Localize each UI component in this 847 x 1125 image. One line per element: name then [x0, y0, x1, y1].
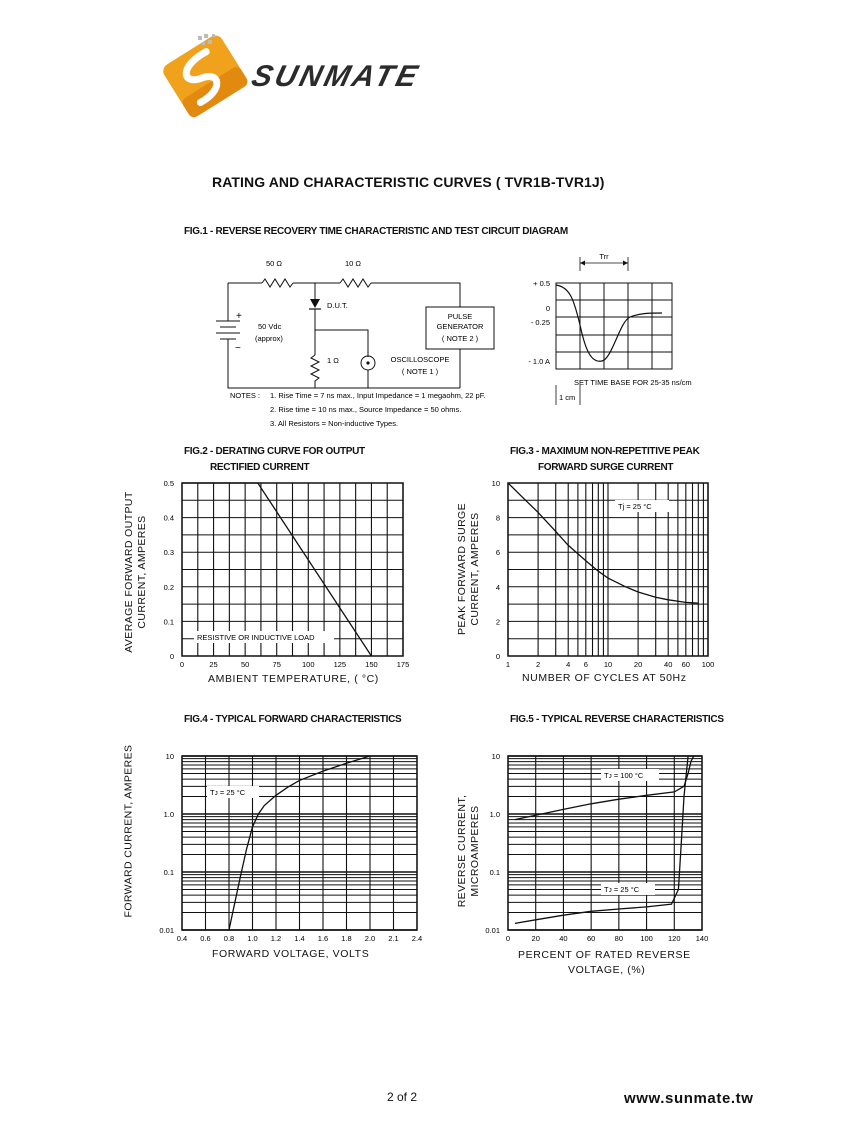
fig4-ytick-label-2: 1.0	[163, 810, 174, 819]
fig5-ylabel-1: REVERSE CURRENT,	[456, 794, 468, 908]
fig4-xtick-label-9: 2.1	[388, 934, 399, 943]
fig3-xtick-label-1: 2	[536, 660, 541, 669]
fig5-ytick-label-1: 0.1	[489, 868, 500, 877]
fig5-chart	[476, 748, 726, 948]
fig3-xtick-label-7: 60	[681, 660, 690, 669]
note-2: 2. Rise time = 10 ns max., Source Impedance = 50 ohms.	[270, 405, 462, 414]
sunmate-logo	[160, 30, 430, 120]
fig5-xlabel-2: VOLTAGE, (%)	[568, 964, 646, 976]
fig5-xtick-label-4: 80	[614, 934, 624, 943]
fig2-xtick-label-5: 125	[333, 660, 347, 669]
wire-top-right	[371, 283, 460, 307]
fig3-xtick-label-5: 20	[633, 660, 643, 669]
fig5-ylabel-2: MICROAMPERES	[469, 805, 481, 897]
fig4-ytick-label-3: 10	[165, 752, 174, 761]
fig5-annotation-1: Tᴊ = 25 °C	[604, 885, 640, 894]
label-osc-2: ( NOTE 1 )	[401, 367, 439, 376]
label-minus: −	[235, 343, 241, 354]
label-r2: 10 Ω	[345, 259, 362, 268]
fig2-ylabel	[123, 477, 149, 667]
note-3: 3. All Resistors = Non-inductive Types.	[270, 419, 399, 428]
wave-tick-4: - 1.0 A	[528, 357, 550, 366]
fig2-xtick-label-2: 50	[240, 660, 250, 669]
label-source-1: 50 Vdc	[258, 322, 282, 331]
fig5-ytick-label-3: 10	[491, 752, 500, 761]
fig2-ytick-label-4: 0.4	[163, 513, 174, 523]
wave-tick-2: 0	[545, 304, 550, 313]
fig4-xtick-label-0: 0.4	[176, 934, 188, 943]
fig2-annotation-0: RESISTIVE OR INDUCTIVE LOAD	[197, 633, 315, 642]
fig2-title-1: FIG.2 - DERATING CURVE FOR OUTPUT	[184, 446, 365, 457]
fig4-annotation-0: Tᴊ = 25 °C	[210, 788, 246, 797]
fig2-chart	[150, 474, 430, 670]
fig3-ytick-label-0: 0	[495, 652, 500, 661]
fig3-ylabel	[456, 484, 482, 654]
page-title: RATING AND CHARACTERISTIC CURVES ( TVR1B-TVR1J)	[212, 174, 605, 190]
fig3-xtick-label-4: 10	[603, 660, 613, 669]
fig3-ytick-label-4: 8	[495, 513, 500, 523]
fig2-ytick-label-2: 0.2	[163, 582, 174, 592]
fig4-ytick-label-0: 0.01	[159, 926, 174, 935]
fig4-xtick-label-10: 2.4	[411, 934, 423, 943]
label-pulse-1: PULSE	[447, 312, 473, 321]
fig5-frame	[508, 756, 702, 930]
label-dut: D.U.T.	[327, 301, 348, 310]
fig4-xlabel: FORWARD VOLTAGE, VOLTS	[212, 948, 370, 960]
fig3-xtick-label-3: 6	[583, 660, 588, 669]
fig4-xtick-label-2: 0.8	[223, 934, 235, 943]
fig5-xtick-label-3: 60	[586, 934, 596, 943]
wave-tick-1: + 0.5	[533, 279, 550, 288]
fig3-ytick-label-2: 4	[495, 582, 500, 592]
fig4-xtick-label-6: 1.6	[317, 934, 329, 943]
label-plus: +	[236, 311, 242, 322]
waveform-grid	[556, 283, 672, 369]
fig2-ytick-label-0: 0	[169, 652, 174, 661]
fig1-diagram	[200, 245, 740, 435]
notes-label: NOTES :	[230, 391, 261, 400]
fig4-xtick-label-5: 1.4	[294, 934, 305, 943]
diode-dut-icon	[310, 299, 320, 308]
fig5-xtick-label-7: 140	[695, 934, 709, 943]
fig1-title: FIG.1 - REVERSE RECOVERY TIME CHARACTERISTIC AND TEST CIRCUIT DIAGRAM	[184, 226, 568, 237]
fig3-ytick-label-5: 10	[491, 479, 500, 488]
fig4-title: FIG.4 - TYPICAL FORWARD CHARACTERISTICS	[184, 714, 402, 725]
fig3-title-1: FIG.3 - MAXIMUM NON-REPETITIVE PEAK	[510, 446, 700, 457]
fig3-xtick-label-2: 4	[566, 660, 571, 669]
fig5-ytick-label-0: 0.01	[485, 926, 500, 935]
fig5-xtick-label-2: 40	[559, 934, 568, 943]
note-1: 1. Rise Time = 7 ns max., Input Impedance = 1 megaohm, 22 pF.	[270, 391, 486, 400]
fig5-ytick-label-2: 1.0	[489, 810, 500, 819]
fig2-xtick-label-4: 100	[302, 660, 315, 669]
fig5-title: FIG.5 - TYPICAL REVERSE CHARACTERISTICS	[510, 714, 724, 725]
fig2-ytick-label-1: 0.1	[163, 617, 174, 627]
fig2-xtick-label-3: 75	[272, 660, 281, 669]
fig2-ytick-label-5: 0.5	[163, 479, 174, 488]
fig2-xtick-label-0: 0	[179, 660, 185, 669]
label-pulse-2: GENERATOR	[436, 322, 484, 331]
fig3-ytick-label-3: 6	[495, 548, 500, 558]
fig2-xtick-label-1: 25	[209, 660, 218, 669]
fig3-annotation-0: Tj = 25 °C	[618, 502, 652, 511]
resistor-1-ohm	[311, 355, 319, 388]
fig3-chart	[480, 474, 730, 670]
fig5-xtick-label-1: 20	[531, 934, 540, 943]
website-link[interactable]: www.sunmate.tw	[624, 1090, 754, 1107]
fig3-ylabel-1: PEAK FORWARD SURGE	[456, 502, 468, 636]
fig2-title-2: RECTIFIED CURRENT	[210, 462, 310, 473]
fig2-ylabel-1: AVERAGE FORWARD OUTPUT	[123, 491, 135, 653]
fig4-xtick-label-3: 1.0	[247, 934, 258, 943]
logo-wordmark: SUNMATE	[248, 59, 424, 93]
fig5-xlabel-1: PERCENT OF RATED REVERSE	[518, 949, 691, 961]
timebase-label: SET TIME BASE FOR 25-35 ns/cm	[574, 378, 692, 387]
battery-50vdc	[216, 321, 240, 339]
resistor-50-ohm	[262, 279, 293, 287]
fig3-xtick-label-8: 100	[701, 660, 715, 669]
fig4-ytick-label-1: 0.1	[163, 868, 174, 877]
fig3-ytick-label-1: 2	[495, 617, 500, 627]
fig5-series-0	[515, 756, 694, 820]
fig5-xtick-label-0: 0	[505, 934, 511, 943]
fig3-xtick-label-0: 1	[505, 660, 511, 669]
fig4-xtick-label-1: 0.6	[200, 934, 211, 943]
fig5-xtick-label-5: 100	[640, 934, 653, 943]
fig4-xtick-label-7: 1.8	[341, 934, 352, 943]
fig2-ytick-label-3: 0.3	[163, 548, 174, 558]
fig2-xtick-label-7: 175	[396, 660, 410, 669]
fig3-xlabel: NUMBER OF CYCLES AT 50Hz	[522, 672, 687, 684]
fig3-xtick-label-6: 40	[664, 660, 673, 669]
fig5-xtick-label-6: 120	[668, 934, 681, 943]
label-source-2: (approx)	[255, 334, 283, 343]
fig5-annotation-0: Tᴊ = 100 °C	[604, 771, 644, 780]
waveform-curve	[556, 285, 662, 361]
fig4-chart	[150, 748, 430, 948]
label-r1: 50 Ω	[266, 259, 283, 268]
fig2-xtick-label-6: 150	[365, 660, 378, 669]
scale-label: 1 cm	[559, 393, 576, 402]
label-osc-1: OSCILLOSCOPE	[390, 355, 450, 364]
page-number: 2 of 2	[387, 1090, 418, 1104]
fig3-title-2: FORWARD SURGE CURRENT	[538, 462, 674, 473]
fig3-ylabel-2: CURRENT, AMPERES	[469, 512, 481, 626]
trr-label: Trr	[599, 252, 609, 261]
resistor-10-ohm	[340, 279, 371, 287]
wave-tick-3: - 0.25	[530, 318, 550, 327]
label-r3: 1 Ω	[327, 356, 339, 365]
label-pulse-3: ( NOTE 2 )	[441, 334, 479, 343]
fig2-xlabel: AMBIENT TEMPERATURE, ( °C)	[208, 673, 379, 685]
fig2-ylabel-2: CURRENT, AMPERES	[136, 515, 148, 629]
fig4-ylabel: FORWARD CURRENT, AMPERES	[122, 744, 135, 918]
fig4-xtick-label-8: 2.0	[364, 934, 376, 943]
fig4-xtick-label-4: 1.2	[270, 934, 282, 943]
fig5-series-1	[515, 756, 688, 923]
